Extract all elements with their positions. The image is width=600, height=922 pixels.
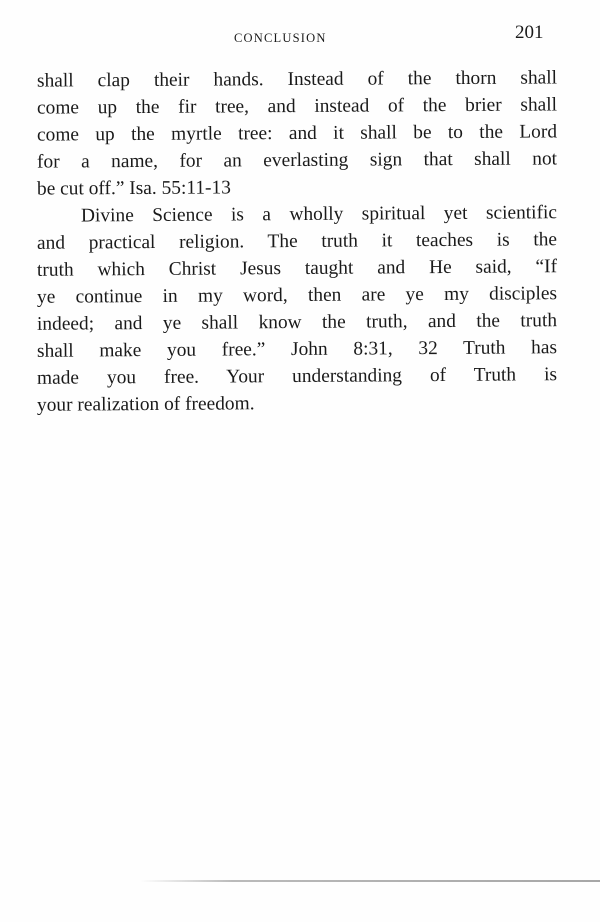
text-line: and practical religion. The truth it teaches is the [36, 229, 558, 254]
text-line: truth which Christ Jesus taught and He said, “If [36, 256, 558, 281]
text-line: shall clap their hands. Instead of the thorn shall [36, 67, 558, 92]
running-title: CONCLUSION [234, 31, 327, 45]
scan-page-edge [140, 880, 600, 882]
text-line: come up the myrtle tree: and it shall be to the Lord [36, 121, 558, 146]
text-line: Divine Science is a wholly spiritual yet scientific [80, 202, 558, 227]
paragraph-divine-science [37, 201, 557, 417]
page-number: 201 [515, 22, 544, 43]
text-line: your realization of freedom. [36, 393, 255, 416]
text-line: come up the fir tree, and instead of the brier shall [36, 94, 558, 119]
text-line: ye continue in my word, then are ye my disciples [36, 283, 558, 308]
body-text [37, 66, 557, 417]
text-line: shall make you free.” John 8:31, 32 Truth has [36, 337, 558, 362]
text-line: for a name, for an everlasting sign that shall not [36, 148, 558, 173]
running-head [0, 22, 600, 52]
text-line: made you free. Your understanding of Truth is [36, 364, 558, 389]
text-line: indeed; and ye shall know the truth, and the truth [36, 310, 558, 335]
text-line: be cut off.” Isa. 55:11-13 [36, 177, 231, 200]
paragraph-isaiah-quote [37, 66, 557, 201]
